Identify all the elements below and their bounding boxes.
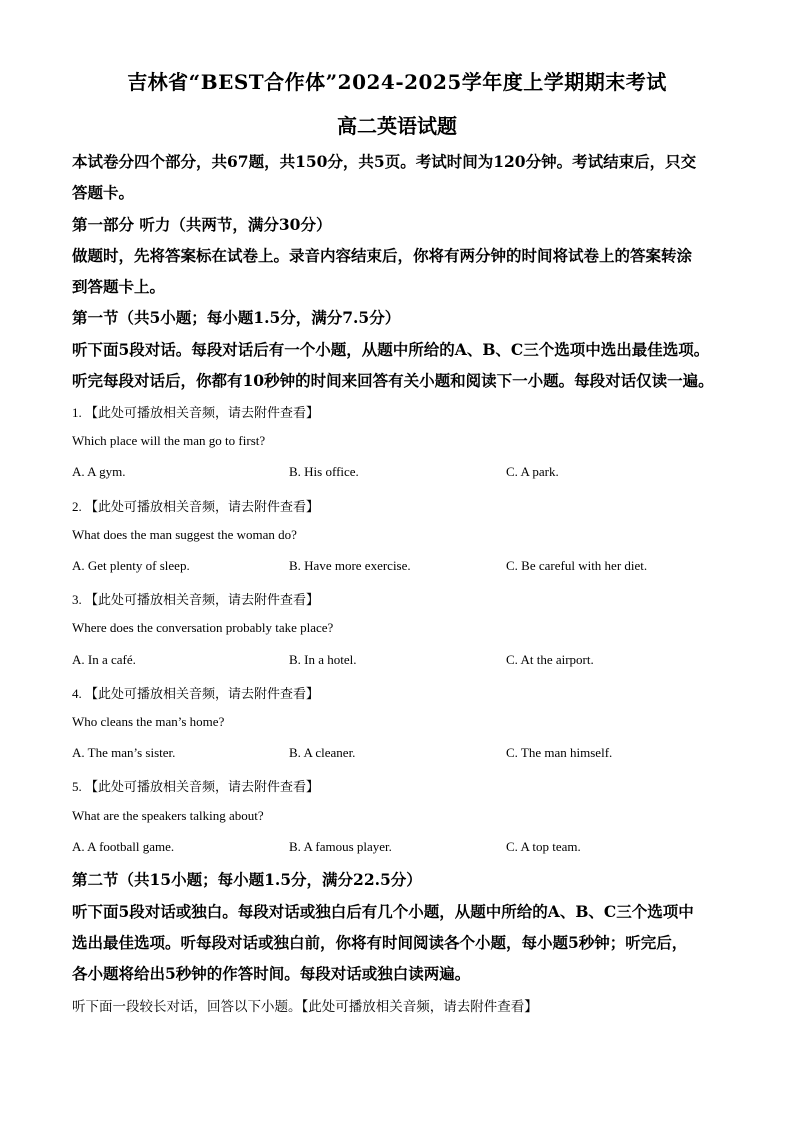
exam-title: 吉林省“BEST合作体”2024-2025学年度上学期期末考试 — [127, 70, 667, 94]
question-4-text: Who cleans the man’s home? — [72, 714, 225, 729]
question-3-option-a: A. In a café. — [72, 652, 136, 667]
question-2-option-c: C. Be careful with her diet. — [506, 558, 648, 573]
question-3-text: Where does the conversation probably take place? — [72, 620, 334, 635]
section1-instruction-line-1: 听下面5段对话。每段对话后有一个小题，从题中所给的A、B、C三个选项中选出最佳选项。 — [72, 340, 710, 359]
intro-line-1: 本试卷分四个部分，共67题，共150分，共5页。考试时间为120分钟。考试结束后，只交 — [72, 152, 697, 171]
question-3-option-c: C. At the airport. — [506, 652, 594, 667]
question-2-text: What does the man suggest the woman do? — [72, 527, 297, 542]
intro-line-2: 答题卡。 — [72, 183, 135, 202]
question-4-option-b: B. A cleaner. — [289, 745, 356, 760]
section2-heading: 第二节（共15小题；每小题1.5分，满分22.5分） — [72, 870, 422, 889]
question-5-option-b: B. A famous player. — [289, 839, 392, 854]
section2-instruction-line-3: 各小题将给出5秒钟的作答时间。每段对话或独白读两遍。 — [72, 964, 471, 983]
section2-instruction-line-1: 听下面5段对话或独白。每段对话或独白后有几个小题，从题中所给的A、B、C三个选项中 — [72, 902, 694, 921]
question-2-audio-note: 2. 【此处可播放相关音频，请去附件查看】 — [72, 499, 320, 514]
question-5-option-c: C. A top team. — [506, 839, 581, 854]
question-4-audio-note: 4. 【此处可播放相关音频，请去附件查看】 — [72, 686, 320, 701]
question-2-option-b: B. Have more exercise. — [289, 558, 411, 573]
question-1-audio-note: 1. 【此处可播放相关音频，请去附件查看】 — [72, 405, 320, 420]
question-3-audio-note: 3. 【此处可播放相关音频，请去附件查看】 — [72, 592, 320, 607]
question-5-text: What are the speakers talking about? — [72, 808, 264, 823]
question-3-option-b: B. In a hotel. — [289, 652, 357, 667]
section2-first-prompt: 听下面一段较长对话，回答以下小题。【此处可播放相关音频，请去附件查看】 — [72, 999, 538, 1014]
question-1-text: Which place will the man go to first? — [72, 433, 266, 448]
question-5-audio-note: 5. 【此处可播放相关音频，请去附件查看】 — [72, 779, 320, 794]
question-4-option-a: A. The man’s sister. — [72, 745, 176, 760]
question-1-option-b: B. His office. — [289, 464, 359, 479]
part1-heading: 第一部分 听力（共两节，满分30分） — [72, 215, 332, 234]
question-1-option-a: A. A gym. — [72, 464, 126, 479]
part1-instruction-line-1: 做题时，先将答案标在试卷上。录音内容结束后，你将有两分钟的时间将试卷上的答案转涂 — [72, 246, 693, 265]
section2-instruction-line-2: 选出最佳选项。听每段对话或独白前，你将有时间阅读各个小题，每小题5秒钟；听完后， — [72, 933, 688, 952]
question-4-option-c: C. The man himself. — [506, 745, 613, 760]
part1-instruction-line-2: 到答题卡上。 — [72, 277, 166, 296]
section1-instruction-line-2: 听完每段对话后，你都有10秒钟的时间来回答有关小题和阅读下一小题。每段对话仅读一遍。 — [72, 371, 714, 390]
section1-heading: 第一节（共5小题；每小题1.5分，满分7.5分） — [72, 308, 401, 327]
exam-subtitle: 高二英语试题 — [337, 114, 457, 138]
question-5-option-a: A. A football game. — [72, 839, 175, 854]
question-1-option-c: C. A park. — [506, 464, 559, 479]
question-2-option-a: A. Get plenty of sleep. — [72, 558, 190, 573]
